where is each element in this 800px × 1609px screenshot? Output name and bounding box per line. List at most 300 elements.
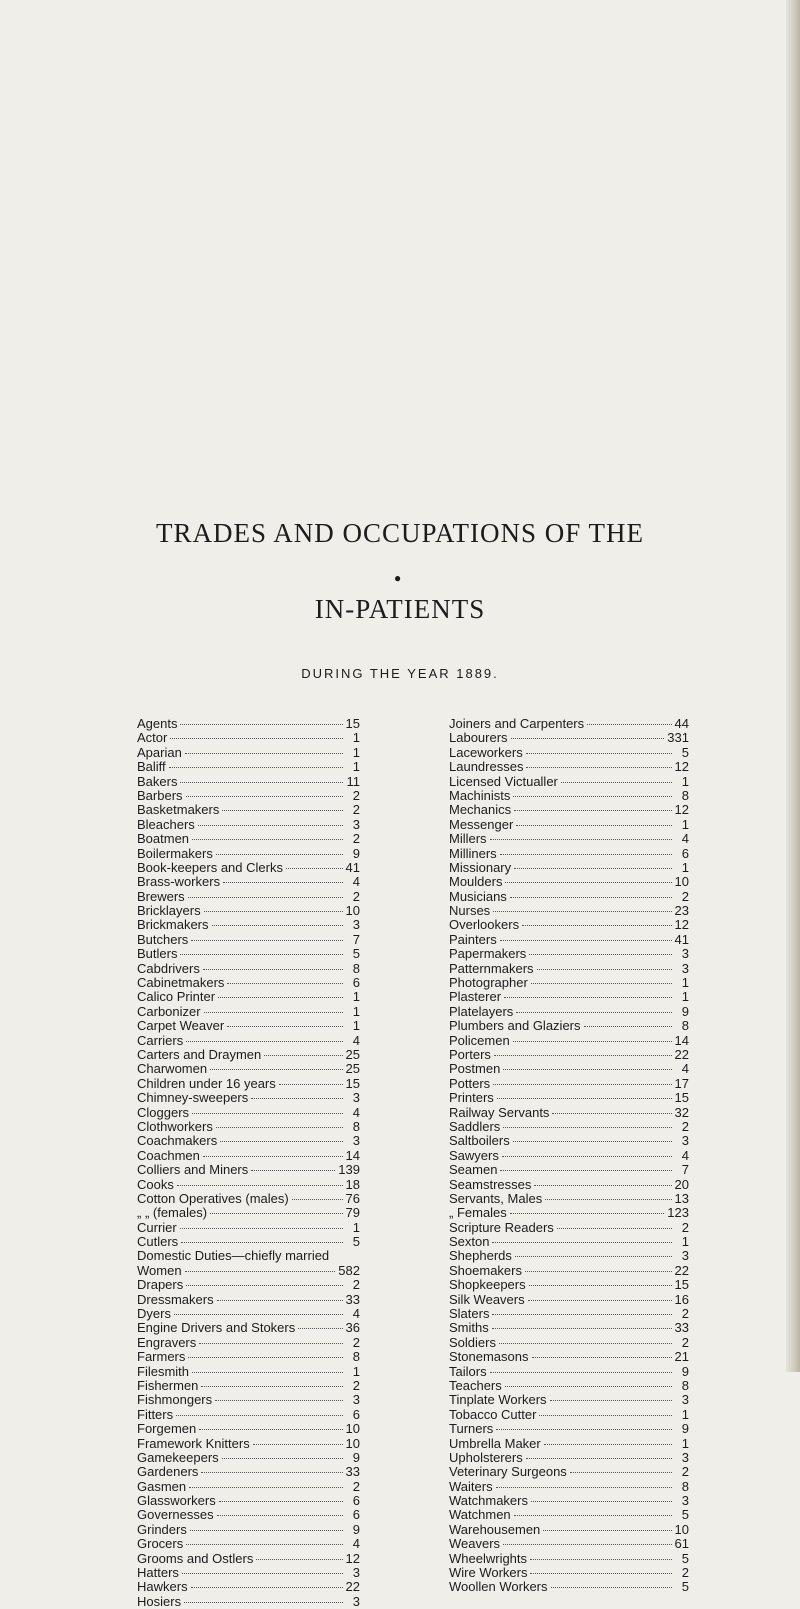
occupation-row <box>137 962 360 976</box>
dot-leader <box>504 997 672 998</box>
occupation-name: „ „ (females) <box>137 1206 208 1221</box>
occupation-row <box>137 1595 360 1609</box>
occupation-row <box>449 1034 689 1048</box>
occupation-count: 2 <box>352 1479 360 1494</box>
occupation-name: Overlookers <box>449 918 520 933</box>
occupation-name: Boatmen <box>137 832 190 847</box>
dot-leader <box>186 1041 343 1042</box>
occupation-row <box>449 832 689 846</box>
occupation-count: 32 <box>674 1105 689 1120</box>
occupation-row <box>137 1523 360 1537</box>
occupation-name: Moulders <box>449 875 503 890</box>
occupation-count: 2 <box>352 803 360 818</box>
dot-leader <box>505 1386 672 1387</box>
occupation-count: 3 <box>681 1494 689 1509</box>
dot-leader <box>514 1515 672 1516</box>
dot-leader <box>204 1012 343 1013</box>
occupation-count: 1 <box>352 745 360 760</box>
occupation-count: 3 <box>352 817 360 832</box>
occupation-name: Carriers <box>137 1033 184 1048</box>
occupation-count: 61 <box>674 1537 689 1552</box>
occupation-count: 22 <box>345 1580 360 1595</box>
occupation-row <box>449 746 689 760</box>
occupation-row <box>449 1278 689 1292</box>
occupation-count: 1 <box>352 1364 360 1379</box>
dot-leader <box>516 1012 672 1013</box>
occupation-name: Coachmen <box>137 1148 200 1163</box>
occupation-name: Seamstresses <box>449 1177 532 1192</box>
occupation-name: Patternmakers <box>449 961 534 976</box>
occupation-row <box>449 1465 689 1479</box>
occupation-count: 2 <box>681 1119 689 1134</box>
occupation-name: Brass-workers <box>137 875 221 890</box>
occupation-row <box>449 1580 689 1594</box>
occupation-name: Engravers <box>137 1335 197 1350</box>
dot-leader <box>184 1602 343 1603</box>
title-ornament: ● <box>394 571 402 585</box>
occupation-name: Domestic Duties—chiefly married <box>137 1249 330 1264</box>
occupation-count: 13 <box>674 1191 689 1206</box>
occupation-name: Turners <box>449 1422 494 1437</box>
occupation-row <box>449 760 689 774</box>
occupation-count: 6 <box>352 1494 360 1509</box>
occupation-name: Brickmakers <box>137 918 209 933</box>
dot-leader <box>526 767 671 768</box>
dot-leader <box>286 868 343 869</box>
occupation-name: Upholsterers <box>449 1450 523 1465</box>
occupation-row <box>449 976 689 990</box>
dot-leader <box>180 954 343 955</box>
occupation-name: Children under 16 years <box>137 1076 276 1091</box>
dot-leader <box>557 1228 672 1229</box>
occupation-count: 4 <box>352 1105 360 1120</box>
dot-leader <box>492 1328 672 1329</box>
occupation-row <box>449 1307 689 1321</box>
occupation-name: Weavers <box>449 1537 501 1552</box>
occupation-count: 3 <box>352 1594 360 1609</box>
occupation-name: Porters <box>449 1047 491 1062</box>
occupation-name: Cotton Operatives (males) <box>137 1191 289 1206</box>
occupation-count: 10 <box>345 904 360 919</box>
dot-leader <box>217 1300 343 1301</box>
dot-leader <box>490 839 672 840</box>
occupation-name: Basketmakers <box>137 803 220 818</box>
occupation-row <box>137 1264 360 1278</box>
occupation-row <box>449 1422 689 1436</box>
occupation-count: 3 <box>352 918 360 933</box>
dot-leader <box>210 1213 342 1214</box>
dot-leader <box>292 1199 343 1200</box>
occupation-name: Grinders <box>137 1522 187 1537</box>
occupation-row <box>137 803 360 817</box>
occupation-count: 10 <box>674 1522 689 1537</box>
occupation-count: 2 <box>352 1335 360 1350</box>
occupation-name: Messenger <box>449 817 514 832</box>
occupation-row <box>449 789 689 803</box>
occupation-name: Warehousemen <box>449 1522 541 1537</box>
dot-leader <box>191 1587 343 1588</box>
occupation-name: Gasmen <box>137 1479 187 1494</box>
occupation-name: Silk Weavers <box>449 1292 525 1307</box>
occupation-row <box>449 731 689 745</box>
occupation-row <box>137 818 360 832</box>
occupation-row <box>137 1005 360 1019</box>
occupation-count: 9 <box>681 1364 689 1379</box>
occupation-row <box>449 933 689 947</box>
occupation-row <box>449 1293 689 1307</box>
occupation-row <box>137 1192 360 1206</box>
dot-leader <box>570 1472 672 1473</box>
occupation-row <box>137 1106 360 1120</box>
occupation-name: Musicians <box>449 889 507 904</box>
dot-leader <box>186 1544 343 1545</box>
occupation-count: 16 <box>674 1292 689 1307</box>
occupation-row <box>137 947 360 961</box>
dot-leader <box>222 810 343 811</box>
page-edge <box>786 0 800 1372</box>
occupation-count: 8 <box>352 1350 360 1365</box>
occupation-count: 4 <box>352 1033 360 1048</box>
occupation-name: Tobacco Cutter <box>449 1407 537 1422</box>
occupation-name: Millers <box>449 832 487 847</box>
occupation-row <box>449 904 689 918</box>
occupation-name: Cabinetmakers <box>137 976 225 991</box>
occupation-row <box>449 717 689 731</box>
page-subtitle-year: DURING THE YEAR 1889. <box>301 666 499 681</box>
occupation-name: Missionary <box>449 860 512 875</box>
occupation-name: Shopkeepers <box>449 1278 526 1293</box>
occupation-name: Shepherds <box>449 1249 512 1264</box>
page-subtitle-heading: IN-PATIENTS <box>314 594 486 624</box>
dot-leader <box>189 1487 343 1488</box>
dot-leader <box>494 1055 672 1056</box>
occupation-count: 3 <box>352 1393 360 1408</box>
occupation-count: 8 <box>681 1479 689 1494</box>
occupation-count: 2 <box>352 832 360 847</box>
occupation-name: Saltboilers <box>449 1134 510 1149</box>
occupation-row <box>137 746 360 760</box>
occupation-row <box>449 1451 689 1465</box>
page-title: TRADES AND OCCUPATIONS OF THE <box>155 518 645 548</box>
occupation-row <box>137 1048 360 1062</box>
occupation-count: 1 <box>681 1436 689 1451</box>
occupation-row <box>137 1393 360 1407</box>
occupation-name: Fitters <box>137 1407 174 1422</box>
occupation-count: 9 <box>352 1522 360 1537</box>
dot-leader <box>174 1314 343 1315</box>
occupations-right-column <box>449 717 689 1595</box>
dot-leader <box>220 1141 343 1142</box>
dot-leader <box>217 1515 343 1516</box>
occupation-name: Aparian <box>137 745 182 760</box>
occupation-row <box>137 1580 360 1594</box>
occupation-count: 15 <box>345 1076 360 1091</box>
dot-leader <box>203 969 343 970</box>
occupation-name: Smiths <box>449 1321 489 1336</box>
occupation-name: Potters <box>449 1076 491 1091</box>
dot-leader <box>492 1242 672 1243</box>
occupation-count: 1 <box>681 817 689 832</box>
occupation-name: Grooms and Ostlers <box>137 1551 254 1566</box>
occupation-row <box>449 1077 689 1091</box>
occupation-name: Sawyers <box>449 1148 499 1163</box>
dot-leader <box>543 1530 671 1531</box>
occupation-name: Plumbers and Glaziers <box>449 1019 581 1034</box>
occupation-row <box>137 1235 360 1249</box>
dot-leader <box>199 1343 343 1344</box>
occupation-count: 8 <box>681 1378 689 1393</box>
occupation-name: Fishmongers <box>137 1393 213 1408</box>
occupation-count: 14 <box>674 1033 689 1048</box>
dot-leader <box>203 1156 343 1157</box>
occupation-name: Chimney-sweepers <box>137 1091 249 1106</box>
occupation-row <box>137 1321 360 1335</box>
occupation-row <box>137 847 360 861</box>
occupation-row <box>137 1178 360 1192</box>
dot-leader <box>177 1185 343 1186</box>
occupation-row <box>137 1508 360 1522</box>
dot-leader <box>500 1170 672 1171</box>
dot-leader <box>201 1386 343 1387</box>
occupation-name: Carters and Draymen <box>137 1047 262 1062</box>
dot-leader <box>185 753 343 754</box>
occupation-count: 12 <box>674 918 689 933</box>
occupation-name: Colliers and Miners <box>137 1163 249 1178</box>
occupation-count: 4 <box>352 1537 360 1552</box>
occupation-count: 2 <box>681 1335 689 1350</box>
dot-leader <box>584 1026 673 1027</box>
occupation-count: 4 <box>681 1148 689 1163</box>
occupation-count: 41 <box>345 860 360 875</box>
occupation-count: 7 <box>681 1163 689 1178</box>
occupation-name: Seamen <box>449 1163 498 1178</box>
occupation-count: 21 <box>674 1350 689 1365</box>
occupation-name: Papermakers <box>449 947 527 962</box>
occupation-name: Framework Knitters <box>137 1436 250 1451</box>
occupation-row <box>449 1437 689 1451</box>
occupation-name: Governesses <box>137 1508 214 1523</box>
occupation-count: 2 <box>681 1566 689 1581</box>
occupation-name: Book-keepers and Clerks <box>137 860 283 875</box>
occupation-row <box>449 1106 689 1120</box>
occupation-count: 5 <box>681 1580 689 1595</box>
dot-leader <box>532 1357 672 1358</box>
occupation-count: 2 <box>352 1378 360 1393</box>
occupation-row <box>449 1192 689 1206</box>
occupation-name: Fishermen <box>137 1378 199 1393</box>
dot-leader <box>561 782 672 783</box>
occupation-name: Tinplate Workers <box>449 1393 547 1408</box>
dot-leader <box>528 1300 672 1301</box>
occupation-row <box>137 976 360 990</box>
occupation-count: 33 <box>345 1465 360 1480</box>
occupation-row <box>449 1537 689 1551</box>
occupation-count: 12 <box>674 803 689 818</box>
occupation-row <box>137 775 360 789</box>
occupation-name: Glassworkers <box>137 1494 216 1509</box>
dot-leader <box>185 1271 336 1272</box>
occupation-count: 18 <box>345 1177 360 1192</box>
occupation-name: Charwomen <box>137 1062 208 1077</box>
dot-leader <box>188 1357 343 1358</box>
occupation-name: Platelayers <box>449 1004 514 1019</box>
dot-leader <box>537 969 672 970</box>
occupation-count: 1 <box>352 731 360 746</box>
occupation-name: Dyers <box>137 1307 171 1322</box>
dot-leader <box>298 1328 342 1329</box>
occupation-name: Policemen <box>449 1033 510 1048</box>
dot-leader <box>170 738 343 739</box>
occupation-count: 1 <box>681 990 689 1005</box>
dot-leader <box>216 1127 343 1128</box>
occupation-count: 12 <box>345 1551 360 1566</box>
occupation-count: 3 <box>352 1134 360 1149</box>
occupation-name: Painters <box>449 932 497 947</box>
occupation-row <box>449 1321 689 1335</box>
occupation-row <box>137 760 360 774</box>
occupation-name: Filesmith <box>137 1364 190 1379</box>
occupation-count: 33 <box>345 1292 360 1307</box>
dot-leader <box>496 1487 672 1488</box>
occupation-count: 123 <box>667 1206 689 1221</box>
occupation-row <box>137 1437 360 1451</box>
dot-leader <box>516 825 672 826</box>
occupation-name: Forgemen <box>137 1422 197 1437</box>
occupation-name: Boilermakers <box>137 846 213 861</box>
dot-leader <box>256 1559 342 1560</box>
dot-leader <box>493 1084 671 1085</box>
occupation-row <box>137 789 360 803</box>
occupation-row <box>137 875 360 889</box>
occupation-count: 8 <box>681 1019 689 1034</box>
dot-leader <box>534 1185 671 1186</box>
occupation-name: Carpet Weaver <box>137 1019 225 1034</box>
occupation-row <box>137 1149 360 1163</box>
occupation-row <box>449 875 689 889</box>
occupation-row <box>449 962 689 976</box>
occupation-name: Watchmakers <box>449 1494 528 1509</box>
occupation-row <box>449 803 689 817</box>
occupation-name: Dressmakers <box>137 1292 214 1307</box>
occupation-name: Soldiers <box>449 1335 496 1350</box>
occupation-name: Shoemakers <box>449 1263 522 1278</box>
occupation-row <box>449 990 689 1004</box>
dot-leader <box>514 810 671 811</box>
occupation-count: 5 <box>352 1235 360 1250</box>
dot-leader <box>510 1213 665 1214</box>
occupation-name: Servants, Males <box>449 1191 543 1206</box>
occupation-name: Brewers <box>137 889 185 904</box>
occupation-row <box>449 1091 689 1105</box>
occupation-count: 2 <box>352 1278 360 1293</box>
occupation-row <box>449 861 689 875</box>
occupation-row <box>449 1005 689 1019</box>
dot-leader <box>492 1314 672 1315</box>
occupation-row <box>137 1091 360 1105</box>
dot-leader <box>503 1069 672 1070</box>
occupation-row <box>137 1249 360 1263</box>
occupation-name: Cooks <box>137 1177 174 1192</box>
occupation-name: Bleachers <box>137 817 195 832</box>
occupation-name: Waiters <box>449 1479 493 1494</box>
dot-leader <box>223 882 343 883</box>
occupation-row <box>449 775 689 789</box>
dot-leader <box>531 983 672 984</box>
occupation-name: Postmen <box>449 1062 501 1077</box>
occupation-count: 20 <box>674 1177 689 1192</box>
occupation-count: 1 <box>352 1220 360 1235</box>
occupation-row <box>449 1134 689 1148</box>
occupation-name: Watchmen <box>449 1508 511 1523</box>
occupation-name: Nurses <box>449 904 491 919</box>
occupation-count: 3 <box>681 1393 689 1408</box>
occupation-name: Farmers <box>137 1350 186 1365</box>
occupation-count: 5 <box>681 1551 689 1566</box>
occupation-row <box>137 1206 360 1220</box>
dot-leader <box>526 753 672 754</box>
dot-leader <box>201 1472 342 1473</box>
occupation-name: Cloggers <box>137 1105 190 1120</box>
occupation-name: Carbonizer <box>137 1004 201 1019</box>
occupation-row <box>137 1278 360 1292</box>
occupation-count: 6 <box>681 846 689 861</box>
occupation-row <box>137 1077 360 1091</box>
occupation-count: 15 <box>674 1278 689 1293</box>
occupation-count: 6 <box>352 976 360 991</box>
occupation-name: Butlers <box>137 947 178 962</box>
occupation-row <box>449 1163 689 1177</box>
occupation-row <box>137 1134 360 1148</box>
occupation-count: 11 <box>346 774 360 789</box>
dot-leader <box>525 1271 672 1272</box>
dot-leader <box>510 897 672 898</box>
dot-leader <box>218 997 343 998</box>
occupation-row <box>449 1178 689 1192</box>
occupation-name: Slaters <box>449 1307 490 1322</box>
occupation-row <box>137 717 360 731</box>
occupation-name: Joiners and Carpenters <box>449 717 585 731</box>
occupation-name: Laundresses <box>449 760 524 775</box>
occupation-name: Plasterer <box>449 990 502 1005</box>
occupation-name: Saddlers <box>449 1119 501 1134</box>
occupation-count: 9 <box>352 846 360 861</box>
occupation-name: Umbrella Maker <box>449 1436 541 1451</box>
occupation-name: Wheelwrights <box>449 1551 528 1566</box>
dot-leader <box>186 796 343 797</box>
occupation-count: 2 <box>681 1465 689 1480</box>
dot-leader <box>264 1055 342 1056</box>
occupation-count: 1 <box>681 860 689 875</box>
dot-leader <box>210 1069 342 1070</box>
occupation-name: Scripture Readers <box>449 1220 554 1235</box>
occupation-count: 2 <box>681 889 689 904</box>
occupation-count: 33 <box>674 1321 689 1336</box>
occupation-name: Grocers <box>137 1537 184 1552</box>
dot-leader <box>529 1285 672 1286</box>
occupation-row <box>137 1163 360 1177</box>
occupation-count: 2 <box>352 788 360 803</box>
occupation-row <box>137 933 360 947</box>
occupation-row <box>137 990 360 1004</box>
occupation-count: 3 <box>681 1134 689 1149</box>
dot-leader <box>500 940 672 941</box>
dot-leader <box>503 1127 672 1128</box>
occupation-row <box>449 1350 689 1364</box>
occupation-count: 2 <box>681 1220 689 1235</box>
dot-leader <box>227 1026 343 1027</box>
occupation-row <box>449 1149 689 1163</box>
dot-leader <box>530 1573 672 1574</box>
